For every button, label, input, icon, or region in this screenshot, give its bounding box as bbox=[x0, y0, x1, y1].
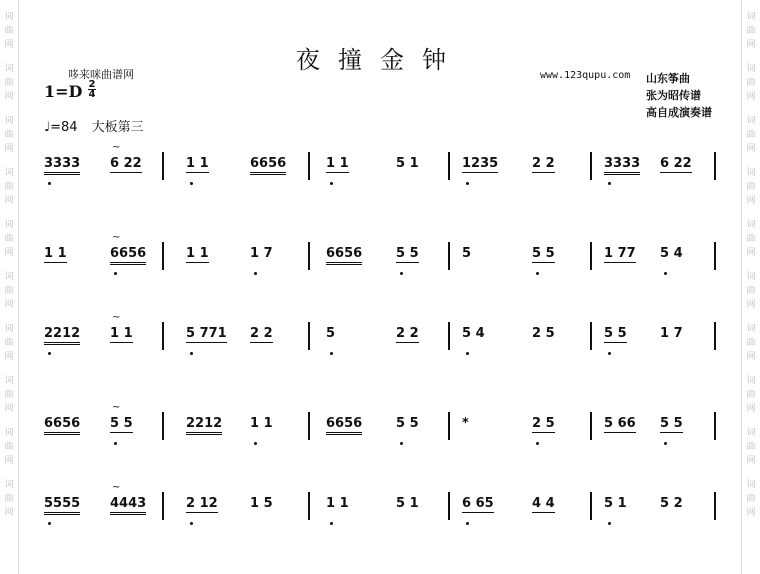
watermark-glyph: 网 bbox=[746, 404, 756, 414]
note-group: 1235 bbox=[462, 156, 499, 171]
octave-dot bbox=[608, 352, 611, 355]
note-group: 5 bbox=[326, 326, 336, 341]
note-group: 6 65 bbox=[462, 496, 494, 511]
note-group: 3333 bbox=[44, 156, 80, 175]
octave-dot bbox=[190, 182, 193, 185]
note-group: 2 2 bbox=[396, 326, 419, 341]
watermark-glyph: 词 bbox=[4, 64, 14, 74]
time-signature bbox=[88, 80, 96, 99]
note-group: 4 4 bbox=[532, 496, 555, 511]
credit-line: 山东筝曲 bbox=[646, 72, 690, 85]
watermark-glyph: 网 bbox=[746, 508, 756, 518]
watermark-glyph: 网 bbox=[4, 508, 14, 518]
bar-line bbox=[162, 242, 164, 270]
bar-line bbox=[714, 152, 716, 180]
bar-line bbox=[448, 412, 450, 440]
ornament-mark: ~ bbox=[112, 142, 121, 153]
bar-line bbox=[448, 322, 450, 350]
watermark-glyph: 词 bbox=[4, 220, 14, 230]
octave-dot bbox=[254, 442, 257, 445]
watermark-glyph: 词 bbox=[4, 480, 14, 490]
octave-dot bbox=[400, 442, 403, 445]
watermark-glyph: 曲 bbox=[4, 182, 14, 192]
watermark-glyph: 词 bbox=[746, 220, 756, 230]
watermark-glyph: 曲 bbox=[746, 78, 756, 88]
note-group: 5 4 bbox=[462, 326, 485, 341]
notation-row bbox=[38, 142, 724, 188]
watermark-glyph: 词 bbox=[4, 376, 14, 386]
bar-line bbox=[308, 152, 310, 180]
notation-row bbox=[38, 232, 724, 278]
note-group: 1 1 bbox=[110, 326, 133, 341]
bar-line bbox=[162, 412, 164, 440]
note-group: 2212 bbox=[186, 416, 222, 435]
watermark-glyph: 网 bbox=[746, 300, 756, 310]
octave-dot bbox=[330, 522, 333, 525]
watermark-glyph: 网 bbox=[4, 404, 14, 414]
score-title: 夜撞金钟 bbox=[296, 46, 464, 74]
watermark-glyph: 曲 bbox=[4, 234, 14, 244]
octave-dot bbox=[536, 442, 539, 445]
ornament-mark: ~ bbox=[112, 232, 121, 243]
watermark-glyph: 网 bbox=[746, 92, 756, 102]
watermark-glyph: 词 bbox=[4, 116, 14, 126]
site-name: 哆来咪曲谱网 bbox=[68, 68, 134, 81]
watermark-glyph: 网 bbox=[4, 456, 14, 466]
section-label: 大板第三 bbox=[91, 120, 144, 135]
watermark-glyph: 曲 bbox=[4, 130, 14, 140]
source-url: www.123qupu.com bbox=[540, 70, 631, 81]
note-group: 6656 bbox=[44, 416, 80, 435]
left-margin-watermark bbox=[0, 0, 19, 574]
notation-row bbox=[38, 482, 724, 528]
watermark-glyph: 网 bbox=[746, 352, 756, 362]
watermark-glyph: 曲 bbox=[4, 390, 14, 400]
note-group: 2 5 bbox=[532, 326, 555, 341]
watermark-glyph: 曲 bbox=[746, 234, 756, 244]
watermark-glyph: 网 bbox=[746, 40, 756, 50]
bar-line bbox=[448, 492, 450, 520]
note-group: 2212 bbox=[44, 326, 80, 345]
octave-dot bbox=[400, 272, 403, 275]
note-group: 6656 bbox=[110, 246, 146, 265]
watermark-glyph: 网 bbox=[4, 196, 14, 206]
bar-line bbox=[308, 492, 310, 520]
note-group: 1 7 bbox=[250, 246, 273, 261]
watermark-glyph: 曲 bbox=[746, 182, 756, 192]
bar-line bbox=[714, 492, 716, 520]
note-group: 3333 bbox=[604, 156, 640, 175]
credit-line: 张为昭传谱 bbox=[646, 89, 701, 102]
watermark-glyph: 网 bbox=[4, 92, 14, 102]
octave-dot bbox=[114, 442, 117, 445]
meter-top: 2 bbox=[88, 79, 96, 90]
watermark-glyph: 曲 bbox=[746, 494, 756, 504]
watermark-glyph: 词 bbox=[4, 324, 14, 334]
note-group: 2 5 bbox=[532, 416, 555, 431]
note-group: 5 771 bbox=[186, 326, 227, 341]
note-group: 6656 bbox=[326, 416, 362, 435]
watermark-glyph: 词 bbox=[746, 428, 756, 438]
bar-line bbox=[590, 322, 592, 350]
watermark-glyph: 网 bbox=[4, 144, 14, 154]
watermark-glyph: 曲 bbox=[746, 26, 756, 36]
ornament-mark: ~ bbox=[112, 482, 121, 493]
watermark-glyph: 词 bbox=[746, 116, 756, 126]
note-group: 1 1 bbox=[250, 416, 273, 431]
note-group: 5 5 bbox=[396, 246, 419, 261]
note-group: 5 1 bbox=[396, 156, 419, 171]
watermark-glyph: 词 bbox=[746, 376, 756, 386]
watermark-glyph: 曲 bbox=[4, 442, 14, 452]
note-group: 6 22 bbox=[660, 156, 692, 171]
octave-dot bbox=[114, 272, 117, 275]
bar-line bbox=[308, 242, 310, 270]
note-group: 1 5 bbox=[250, 496, 273, 511]
note-group: 5 bbox=[462, 246, 472, 261]
octave-dot bbox=[608, 522, 611, 525]
credit-line: 高自成演奏谱 bbox=[646, 106, 712, 119]
octave-dot bbox=[254, 272, 257, 275]
ornament-mark: ~ bbox=[112, 312, 121, 323]
bar-line bbox=[162, 152, 164, 180]
note-group: 5 5 bbox=[110, 416, 133, 431]
watermark-glyph: 词 bbox=[746, 64, 756, 74]
watermark-glyph: 词 bbox=[746, 324, 756, 334]
bar-line bbox=[162, 492, 164, 520]
note-group: 1 7 bbox=[660, 326, 683, 341]
right-margin-watermark bbox=[741, 0, 760, 574]
note-group: 2 2 bbox=[532, 156, 555, 171]
octave-dot bbox=[48, 182, 51, 185]
bar-line bbox=[308, 412, 310, 440]
note-group: 5 4 bbox=[660, 246, 683, 261]
note-group: 1 1 bbox=[186, 156, 209, 171]
note-group: 5 2 bbox=[660, 496, 683, 511]
bar-line bbox=[448, 242, 450, 270]
notation-row bbox=[38, 312, 724, 358]
watermark-glyph: 曲 bbox=[4, 26, 14, 36]
watermark-glyph: 曲 bbox=[4, 78, 14, 88]
watermark-glyph: 曲 bbox=[746, 442, 756, 452]
bar-line bbox=[714, 242, 716, 270]
watermark-glyph: 词 bbox=[4, 12, 14, 22]
watermark-glyph: 词 bbox=[746, 480, 756, 490]
octave-dot bbox=[330, 182, 333, 185]
bar-line bbox=[590, 412, 592, 440]
bar-line bbox=[308, 322, 310, 350]
watermark-glyph: 曲 bbox=[746, 390, 756, 400]
tempo-marking bbox=[44, 116, 144, 135]
note-group: * bbox=[462, 416, 469, 431]
bar-line bbox=[590, 492, 592, 520]
bar-line bbox=[162, 322, 164, 350]
note-group: 4443 bbox=[110, 496, 146, 515]
credits bbox=[646, 70, 712, 121]
watermark-glyph: 曲 bbox=[746, 286, 756, 296]
note-group: 5 5 bbox=[396, 416, 419, 431]
note-group: 6 22 bbox=[110, 156, 142, 171]
note-group: 5 1 bbox=[396, 496, 419, 511]
bar-line bbox=[448, 152, 450, 180]
watermark-glyph: 网 bbox=[746, 144, 756, 154]
watermark-glyph: 词 bbox=[4, 428, 14, 438]
note-group: 5 1 bbox=[604, 496, 627, 511]
watermark-glyph: 网 bbox=[746, 248, 756, 258]
watermark-glyph: 网 bbox=[4, 300, 14, 310]
octave-dot bbox=[664, 442, 667, 445]
watermark-glyph: 网 bbox=[4, 352, 14, 362]
tempo-value: ♩=84 bbox=[44, 120, 78, 135]
bar-line bbox=[590, 242, 592, 270]
note-group: 5 5 bbox=[660, 416, 683, 431]
octave-dot bbox=[608, 182, 611, 185]
note-group: 5 66 bbox=[604, 416, 636, 431]
note-group: 2 12 bbox=[186, 496, 218, 511]
watermark-glyph: 词 bbox=[746, 168, 756, 178]
notation-row bbox=[38, 402, 724, 448]
octave-dot bbox=[48, 352, 51, 355]
watermark-glyph: 曲 bbox=[4, 286, 14, 296]
key-signature: 1=D bbox=[44, 82, 83, 101]
bar-line bbox=[714, 412, 716, 440]
watermark-glyph: 曲 bbox=[4, 338, 14, 348]
octave-dot bbox=[664, 272, 667, 275]
octave-dot bbox=[48, 522, 51, 525]
watermark-glyph: 词 bbox=[746, 12, 756, 22]
meter-bottom: 4 bbox=[88, 89, 96, 100]
octave-dot bbox=[466, 352, 469, 355]
watermark-glyph: 曲 bbox=[746, 130, 756, 140]
watermark-glyph: 网 bbox=[746, 196, 756, 206]
octave-dot bbox=[466, 522, 469, 525]
octave-dot bbox=[190, 522, 193, 525]
note-group: 5555 bbox=[44, 496, 80, 515]
watermark-glyph: 词 bbox=[4, 168, 14, 178]
note-group: 1 1 bbox=[186, 246, 209, 261]
note-group: 1 1 bbox=[44, 246, 67, 261]
octave-dot bbox=[466, 182, 469, 185]
watermark-glyph: 曲 bbox=[746, 338, 756, 348]
watermark-glyph: 曲 bbox=[4, 494, 14, 504]
watermark-glyph: 词 bbox=[4, 272, 14, 282]
note-group: 6656 bbox=[250, 156, 286, 175]
note-group: 6656 bbox=[326, 246, 362, 265]
watermark-glyph: 网 bbox=[4, 248, 14, 258]
bar-line bbox=[714, 322, 716, 350]
watermark-glyph: 词 bbox=[746, 272, 756, 282]
watermark-glyph: 网 bbox=[746, 456, 756, 466]
octave-dot bbox=[330, 352, 333, 355]
watermark-glyph: 网 bbox=[4, 40, 14, 50]
note-group: 1 1 bbox=[326, 156, 349, 171]
note-group: 5 5 bbox=[532, 246, 555, 261]
octave-dot bbox=[190, 352, 193, 355]
note-group: 2 2 bbox=[250, 326, 273, 341]
note-group: 5 5 bbox=[604, 326, 627, 341]
bar-line bbox=[590, 152, 592, 180]
note-group: 1 77 bbox=[604, 246, 636, 261]
octave-dot bbox=[536, 272, 539, 275]
note-group: 1 1 bbox=[326, 496, 349, 511]
ornament-mark: ~ bbox=[112, 402, 121, 413]
